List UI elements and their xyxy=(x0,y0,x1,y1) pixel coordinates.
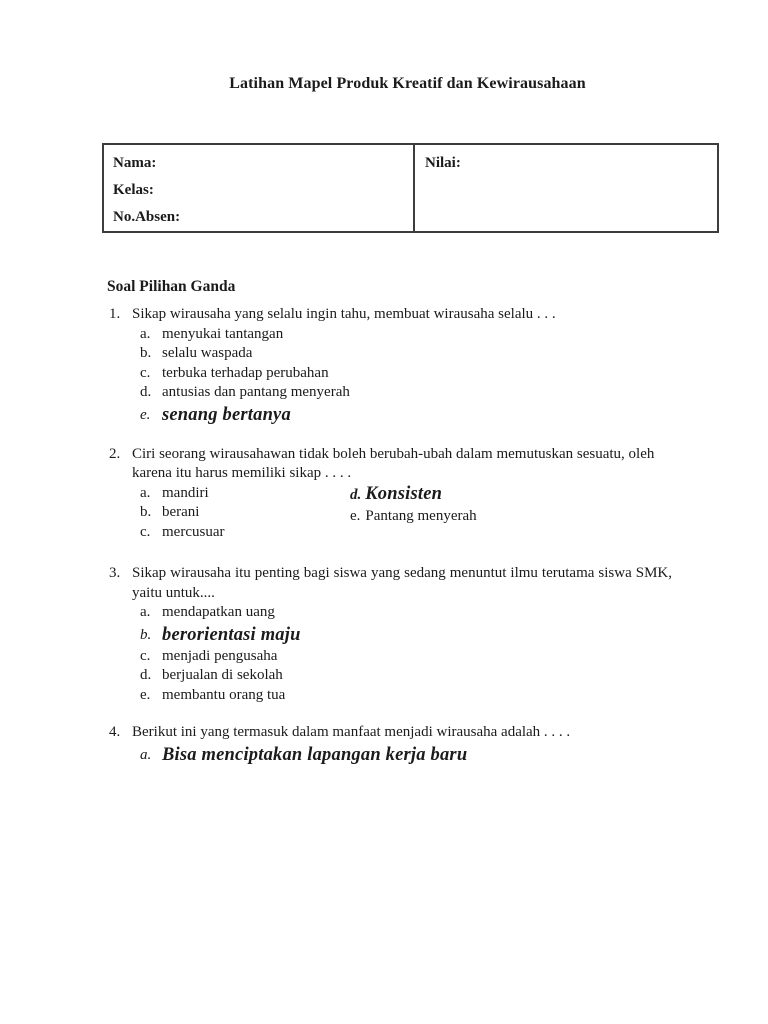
option-b-answer xyxy=(140,623,672,647)
option-a xyxy=(140,325,672,345)
question-2-line xyxy=(102,445,672,484)
question-2-options-right-column xyxy=(350,484,600,527)
option-d xyxy=(140,666,672,686)
identity-table xyxy=(102,143,719,233)
question-3 xyxy=(102,564,672,705)
option-letter: d. xyxy=(140,384,152,400)
option-text-emphasized: berorientasi maju xyxy=(162,624,301,645)
option-e xyxy=(140,686,672,706)
option-d-answer xyxy=(350,484,600,506)
option-text: mandiri xyxy=(162,484,209,501)
question-1-line xyxy=(102,305,672,325)
question-2 xyxy=(102,445,672,543)
question-number: 3. xyxy=(109,565,121,581)
question-number: 4. xyxy=(109,724,121,740)
section-heading: Soal Pilihan Ganda xyxy=(107,278,236,295)
option-e-answer xyxy=(140,403,672,427)
option-letter: b. xyxy=(140,345,152,361)
identity-fields xyxy=(104,145,413,231)
nama-label: Nama: xyxy=(113,155,157,171)
absen-label: No.Absen: xyxy=(113,209,181,225)
option-letter: a. xyxy=(140,484,151,501)
option-text: antusias dan pantang menyerah xyxy=(162,384,350,400)
question-4 xyxy=(102,723,672,767)
question-2-options xyxy=(102,484,672,543)
question-text: Ciri seorang wirausahawan tidak boleh berubah-ubah dalam memutuskan sesuatu, oleh karena itu harus memiliki sikap . . . . xyxy=(132,445,655,481)
option-text: terbuka terhadap perubahan xyxy=(162,364,329,381)
question-number: 2. xyxy=(109,445,121,462)
question-1 xyxy=(102,305,672,427)
option-letter: a. xyxy=(140,746,152,763)
question-3-line xyxy=(102,564,672,603)
option-letter: e. xyxy=(140,406,151,423)
option-text: mercusuar xyxy=(162,523,225,540)
option-text: mendapatkan uang xyxy=(162,604,275,620)
question-4-options xyxy=(102,743,672,767)
kelas-label: Kelas: xyxy=(113,182,154,198)
question-text: Sikap wirausaha itu penting bagi siswa yang sedang menuntut ilmu terutama siswa SMK, yaitu untuk.... xyxy=(132,565,672,601)
question-3-options xyxy=(102,603,672,705)
option-letter: e. xyxy=(350,507,361,524)
option-text: berani xyxy=(162,504,200,520)
option-letter: d. xyxy=(140,667,152,683)
page-title: Latihan Mapel Produk Kreatif dan Kewirausahaan xyxy=(229,75,586,92)
option-letter: c. xyxy=(140,647,151,664)
question-text: Sikap wirausaha yang selalu ingin tahu, membuat wirausaha selalu . . . xyxy=(132,306,556,322)
option-letter: e. xyxy=(140,686,151,703)
option-text: selalu waspada xyxy=(162,345,253,361)
option-c xyxy=(140,364,672,384)
option-text: Pantang menyerah xyxy=(365,507,477,524)
question-1-options xyxy=(102,325,672,427)
option-text: menjadi pengusaha xyxy=(162,647,278,664)
option-text: berjualan di sekolah xyxy=(162,667,283,683)
option-d xyxy=(140,383,672,403)
option-letter: b. xyxy=(140,504,152,520)
option-b xyxy=(140,344,672,364)
option-c xyxy=(140,647,672,667)
option-letter: d. xyxy=(350,486,362,503)
option-letter: b. xyxy=(140,626,152,643)
option-text-emphasized: senang bertanya xyxy=(162,404,291,425)
option-text-emphasized: Bisa menciptakan lapangan kerja baru xyxy=(162,744,468,765)
option-a xyxy=(140,603,672,623)
option-letter: a. xyxy=(140,604,151,620)
nilai-label: Nilai: xyxy=(425,155,461,171)
option-text: menyukai tantangan xyxy=(162,325,284,342)
option-text-emphasized: Konsisten xyxy=(365,483,443,504)
option-a-answer xyxy=(140,743,672,767)
identity-cell xyxy=(103,144,414,232)
option-letter: c. xyxy=(140,523,151,540)
question-4-line xyxy=(102,723,672,743)
question-number: 1. xyxy=(109,306,121,322)
option-text: membantu orang tua xyxy=(162,686,286,703)
score-cell xyxy=(414,144,718,232)
option-letter: a. xyxy=(140,325,151,342)
option-e xyxy=(350,506,600,527)
question-text: Berikut ini yang termasuk dalam manfaat menjadi wirausaha adalah . . . . xyxy=(132,724,571,740)
option-letter: c. xyxy=(140,364,151,381)
